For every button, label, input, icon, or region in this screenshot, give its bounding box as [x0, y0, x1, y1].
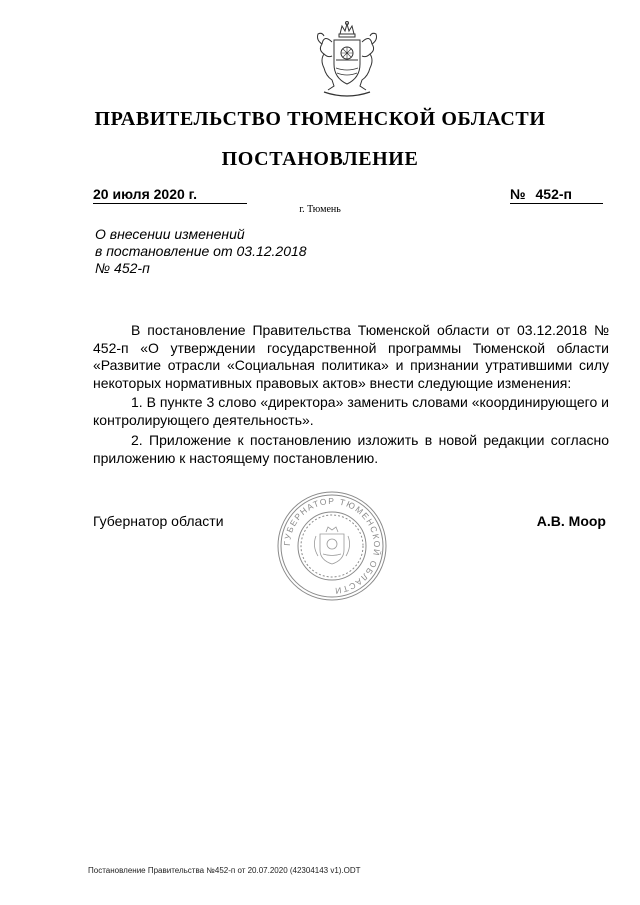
body-paragraph: 2. Приложение к постановлению изложить в новой редакции согласно приложению к настоящему постановлению.	[93, 432, 609, 466]
document-number-field	[510, 186, 603, 204]
signer-title: Губернатор области	[93, 513, 224, 529]
subject-line: О внесении изменений	[95, 226, 245, 242]
document-type: ПОСТАНОВЛЕНИЕ	[221, 148, 419, 170]
document-date: 20 июля 2020 г.	[93, 186, 247, 204]
official-seal-icon	[276, 490, 388, 602]
city: г. Тюмень	[299, 204, 341, 215]
body-paragraph: 1. В пункте 3 слово «директора» заменить словами «координирующего и контролирующего деятельность».	[93, 394, 609, 428]
signer-name: А.В. Моор	[536, 513, 606, 529]
document-number: 452-п	[535, 186, 572, 202]
svg-text:ГУБЕРНАТОР ТЮМЕНСКОЙ ОБЛАСТИ: ГУБЕРНАТОР ТЮМЕНСКОЙ ОБЛАСТИ	[281, 495, 383, 597]
number-sign: №	[510, 186, 526, 202]
subject-line: № 452-п	[95, 260, 150, 276]
document-subject	[95, 226, 395, 277]
organization-name: ПРАВИТЕЛЬСТВО ТЮМЕНСКОЙ ОБЛАСТИ	[94, 108, 546, 130]
subject-line: в постановление от 03.12.2018	[95, 243, 307, 259]
body-paragraph: В постановление Правительства Тюменской области от 03.12.2018 № 452-п «О утверждении государственной программы Тюменской области «Развитие отрасли «Социальная политика» и признании утратившими силу некоторых нормативных правовых актов» внести следующие изменения:	[93, 322, 609, 391]
document-footer: Постановление Правительства №452-п от 20.07.2020 (42304143 v1).ODT	[88, 866, 361, 875]
coat-of-arms-icon	[306, 20, 388, 102]
